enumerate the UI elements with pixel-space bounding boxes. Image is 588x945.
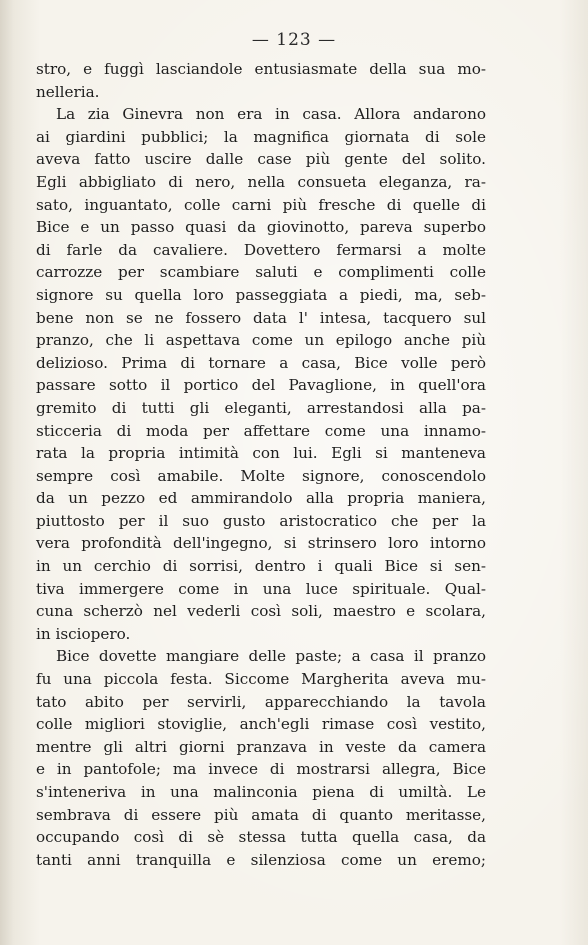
text-line: delizioso. Prima di tornare a casa, Bice volle però [36, 353, 486, 372]
page-number: — 123 — [251, 30, 337, 50]
text-line: Bice e un passo quasi da giovinotto, pareva superbo [36, 218, 486, 237]
text-line: carrozze per scambiare saluti e complimenti colle [36, 263, 486, 282]
body-text [36, 58, 486, 871]
text-line: di farle da cavaliere. Dovettero fermarsi a molte [36, 240, 486, 259]
text-line: nelleria. [36, 82, 100, 101]
text-line: Egli abbigliato di nero, nella consueta eleganza, ra- [36, 172, 486, 191]
text-line: aveva fatto uscire dalle case più gente del solito. [36, 150, 486, 169]
text-line: passare sotto il portico del Pavaglione, in quell'ora [36, 376, 486, 395]
text-line: mentre gli altri giorni pranzava in veste da camera [36, 737, 486, 756]
text-line: sempre così amabile. Molte signore, conoscendolo [36, 466, 486, 485]
text-line: vera profondità dell'ingegno, si strinsero loro intorno [36, 534, 486, 553]
text-line: bene non se ne fossero data l' intesa, tacquero sul [36, 308, 486, 327]
paragraph [36, 58, 486, 103]
text-line: s'inteneriva in una malinconia piena di umiltà. Le [36, 783, 486, 801]
text-line: in isciopero. [36, 624, 131, 643]
text-line: La zia Ginevra non era in casa. Allora andarono [56, 105, 486, 124]
text-line: rata la propria intimità con lui. Egli si manteneva [36, 444, 486, 463]
text-line: cuna scherzò nel vederli così soli, maestro e scolara, [36, 602, 486, 621]
text-line: signore su quella loro passeggiata a piedi, ma, seb- [36, 285, 486, 304]
text-line: fu una piccola festa. Siccome Margherita aveva mu- [36, 670, 486, 689]
text-line: sticceria di moda per affettare come una innamo- [36, 421, 486, 440]
text-line: sato, inguantato, colle carni più fresche di quelle di [36, 195, 486, 214]
text-line: tiva immergere come in una luce spirituale. Qual- [36, 579, 486, 598]
text-line: Bice dovette mangiare delle paste; a casa il pranzo [56, 647, 486, 666]
text-line: gremito di tutti gli eleganti, arrestandosi alla pa- [36, 398, 486, 417]
text-line: occupando così di sè stessa tutta quella casa, da [36, 828, 486, 847]
text-line: in un cerchio di sorrisi, dentro i quali Bice si sen- [36, 557, 486, 576]
text-line: pranzo, che li aspettava come un epilogo anche più [36, 331, 486, 350]
text-line: da un pezzo ed ammirandolo alla propria maniera, [36, 489, 486, 508]
text-line: colle migliori stoviglie, anch'egli rimase così vestito, [36, 715, 486, 734]
text-line: e in pantofole; ma invece di mostrarsi allegra, Bice [36, 760, 486, 779]
paragraph [36, 103, 486, 645]
text-line: tato abito per servirli, apparecchiando la tavola [36, 692, 486, 711]
text-line: tanti anni tranquilla e silenziosa come un eremo; [36, 850, 486, 869]
text-line: piuttosto per il suo gusto aristocratico che per la [36, 511, 486, 530]
paragraph [36, 645, 486, 871]
text-line: ai giardini pubblici; la magnifica giornata di sole [36, 127, 486, 146]
text-line: sembrava di essere più amata di quanto meritasse, [36, 805, 486, 824]
text-line: stro, e fuggì lasciandole entusiasmate della sua mo- [36, 60, 486, 78]
